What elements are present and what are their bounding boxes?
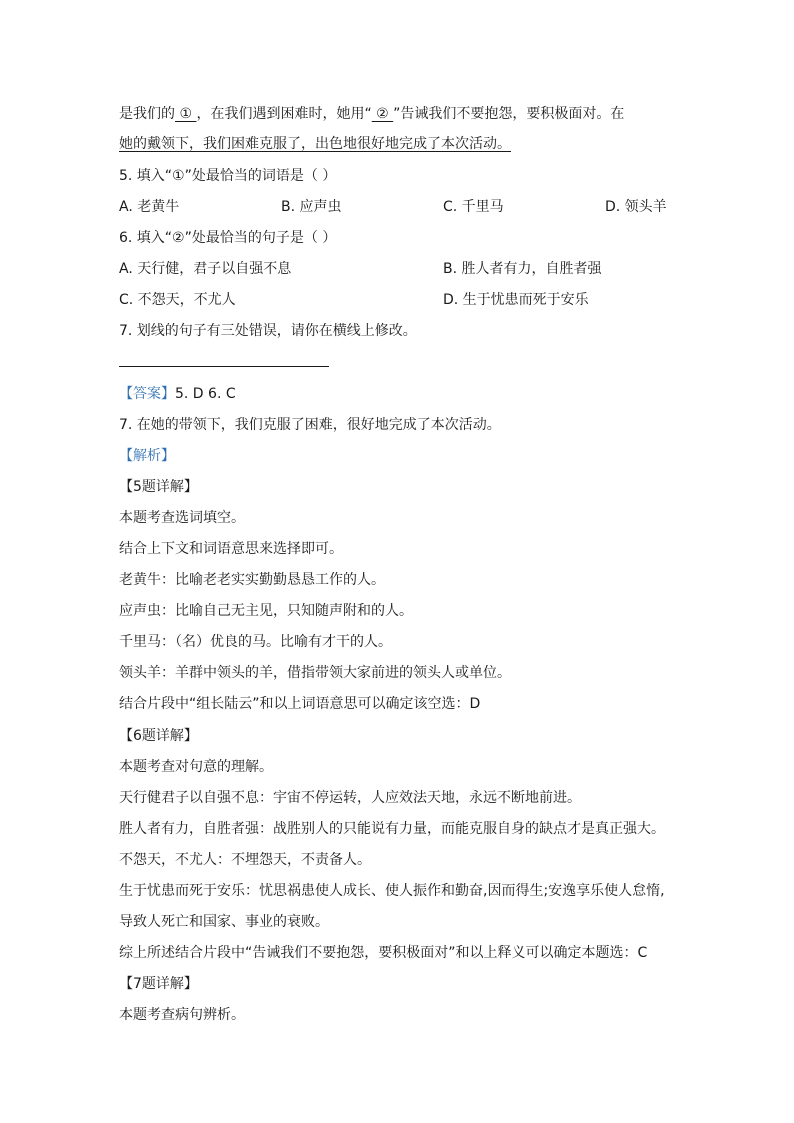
answer-label: 【答案】 xyxy=(119,386,175,402)
q5-detail-line: 应声虫：比喻自己无主见，只知随声附和的人。 xyxy=(119,603,413,619)
passage-text: 是我们的 xyxy=(119,106,175,122)
answer-line xyxy=(119,366,329,367)
q5-option-a: A. 老黄牛 xyxy=(119,199,180,215)
q5-option-c: C. 千里马 xyxy=(443,199,504,215)
q5-option-d: D. 领头羊 xyxy=(605,199,667,215)
question-7-stem: 7. 划线的句子有三处错误，请你在横线上修改。 xyxy=(119,323,417,339)
q7-detail-heading: 【7题详解】 xyxy=(119,976,198,992)
answer-q7: 7. 在她的带领下，我们克服了困难，很好地完成了本次活动。 xyxy=(119,417,501,433)
question-6-stem: 6. 填入“②”处最恰当的句子是（ ） xyxy=(119,230,337,246)
q5-detail-line: 千里马：（名）优良的马。比喻有才干的人。 xyxy=(119,634,392,650)
q6-option-d: D. 生于忧患而死于安乐 xyxy=(443,292,589,308)
q5-detail-line: 领头羊：羊群中领头的羊，借指带领大家前进的领头人或单位。 xyxy=(119,665,511,681)
q6-detail-line: 胜人者有力，自胜者强：战胜别人的只能说有力量，而能克服自身的缺点才是真正强大。 xyxy=(119,821,665,837)
blank-2: ② xyxy=(371,106,394,122)
q6-option-c: C. 不怨天，不尤人 xyxy=(119,292,236,308)
blank-1: ① xyxy=(175,106,197,122)
q5-option-b: B. 应声虫 xyxy=(281,199,342,215)
q5-detail-line: 本题考查选词填空。 xyxy=(119,510,245,526)
q5-detail-line: 结合上下文和词语意思来选择即可。 xyxy=(119,541,343,557)
q5-detail-line: 结合片段中“组长陆云”和以上词语意思可以确定该空选：D xyxy=(119,696,481,712)
q6-detail-line: 生于忧患而死于安乐：忧思祸患使人成长、使人振作和勤奋,因而得生;安逸享乐使人怠惰, xyxy=(119,883,665,899)
passage-text: ，在我们遇到困难时，她用“ xyxy=(196,106,372,122)
underlined-sentence: 她的戴领下，我们困难克服了，出色地很好地完成了本次活动。 xyxy=(119,136,511,152)
q6-detail-line: 不怨天，不尤人：不埋怨天，不责备人。 xyxy=(119,852,371,868)
q6-detail-line: 天行健君子以自强不息：宇宙不停运转，人应效法天地，永远不断地前进。 xyxy=(119,790,581,806)
passage-text: ”告诫我们不要抱怨，要积极面对。在 xyxy=(393,106,625,122)
q6-detail-heading: 【6题详解】 xyxy=(119,728,198,744)
answer-line-1 xyxy=(119,384,236,404)
q5-detail-line: 老黄牛：比喻老老实实勤勤恳恳工作的人。 xyxy=(119,572,385,588)
passage-line-1 xyxy=(119,104,624,124)
question-5-stem: 5. 填入“①”处最恰当的词语是（ ） xyxy=(119,168,337,184)
q6-detail-line: 综上所述结合片段中“告诫我们不要抱怨，要积极面对”和以上释义可以确定本题选：C xyxy=(119,945,648,961)
analysis-label: 【解析】 xyxy=(119,448,175,464)
q6-detail-line: 本题考查对句意的理解。 xyxy=(119,759,273,775)
answer-text: 5. D 6. C xyxy=(175,386,236,402)
q6-option-a: A. 天行健，君子以自强不息 xyxy=(119,261,292,277)
q5-detail-heading: 【5题详解】 xyxy=(119,479,198,495)
q6-detail-line: 导致人死亡和国家、事业的衰败。 xyxy=(119,914,329,930)
q6-option-b: B. 胜人者有力，自胜者强 xyxy=(443,261,602,277)
q7-detail-line: 本题考查病句辨析。 xyxy=(119,1007,245,1023)
